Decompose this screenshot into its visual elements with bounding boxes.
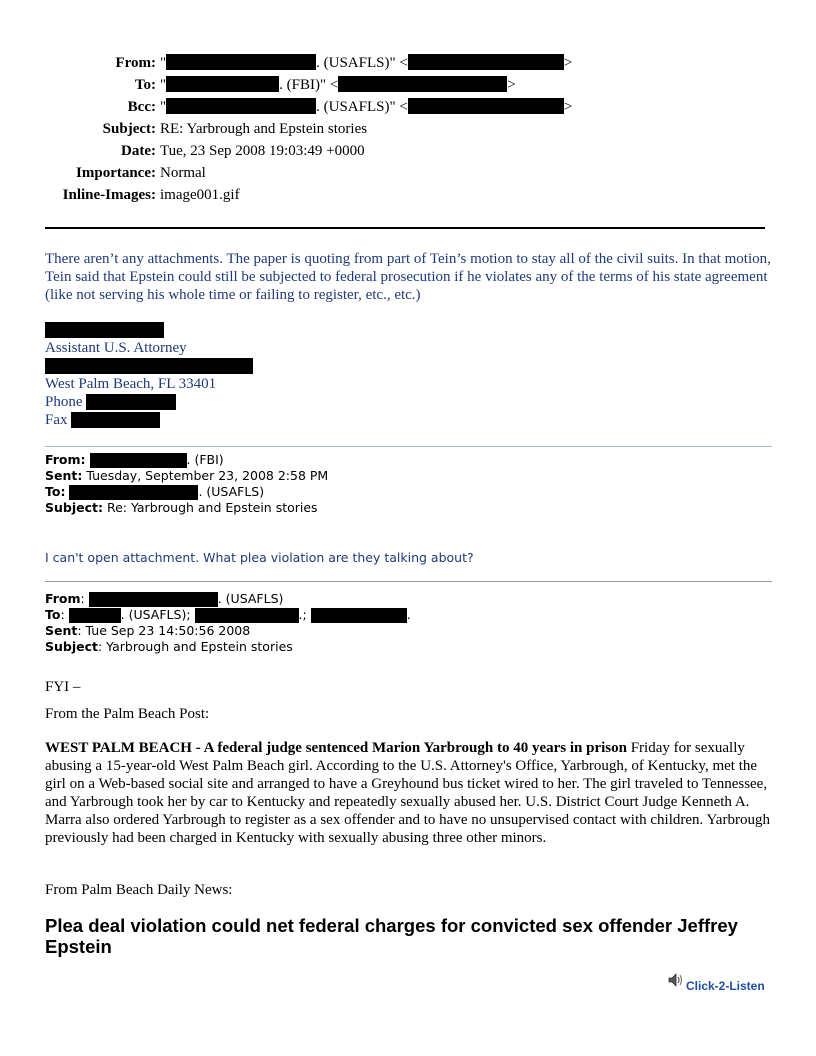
header-inline-images-value: image001.gif <box>160 187 240 203</box>
header-importance-label: Importance: <box>76 165 156 181</box>
article-headline: Plea deal violation could net federal charges for convicted sex offender Jeffrey Epstein <box>45 915 738 957</box>
message-divider <box>45 581 772 582</box>
header-divider <box>45 227 765 229</box>
header-inline-images-label: Inline-Images: <box>62 187 156 203</box>
article-lead: WEST PALM BEACH - A federal judge sentenced Marion Yarbrough to 40 years in prison <box>45 740 627 756</box>
fyi-text: FYI – <box>45 679 81 695</box>
header-subject-value: RE: Yarbrough and Epstein stories <box>160 121 368 137</box>
reply-body: There aren’t any attachments. The paper is quoting from part of Tein’s motion to stay all of the civil suits. In that motion, Tein said that Epstein could still be subjected to federal prosecution if he violates any of the terms of his state agreement (like not serving his whole time or failing to register, etc., etc.) <box>45 251 771 303</box>
redaction <box>408 54 564 70</box>
article-yarbrough <box>45 739 775 847</box>
redaction <box>166 98 316 114</box>
header-to-label: To: <box>134 77 156 93</box>
email-header <box>44 52 572 206</box>
signature-block <box>45 321 253 429</box>
header-date-label: Date: <box>121 143 156 159</box>
redaction <box>45 358 253 374</box>
header-from-row <box>44 52 572 74</box>
redaction <box>69 608 121 623</box>
header-from-value: " . (USAFLS)" < > <box>160 55 573 71</box>
signature-fax: Fax <box>45 411 253 429</box>
signature-city: West Palm Beach, FL 33401 <box>45 376 217 392</box>
redaction <box>89 592 218 607</box>
header-date-value: Tue, 23 Sep 2008 19:03:49 +0000 <box>160 143 365 159</box>
header-importance-value: Normal <box>160 165 206 181</box>
click-2-listen-label[interactable]: Click-2-Listen <box>686 979 765 993</box>
original-message-header: From : . (USAFLS) To : . (USAFLS); .; . Sent : Tue Sep 23 14:50:56 2008 Subject : Yarbrough and Epstein stories <box>45 591 411 654</box>
fbi-message-body: I can't open attachment. What plea violation are they talking about? <box>45 550 474 565</box>
redaction <box>166 76 279 92</box>
article-body: Friday for sexually abusing a 15-year-old West Palm Beach girl. According to the U.S. Attorney's Office, Yarbrough, of Kentucky, met the girl on a Web-based social site and arranged to have a Greyhound bus ticket wired to her. The girl traveled to Tennessee, and Yarbrough took her by car to Kentucky and repeatedly sexually abused her. U.S. District Court Judge Kenneth A. Marra also ordered Yarbrough to register as a sex offender and to have no unsupervised contact with children. Yarbrough previously had been charged in Kentucky with sexually abusing three other minors. <box>45 740 770 846</box>
header-to-value: " . (FBI)" < > <box>160 77 516 93</box>
redaction <box>195 608 299 623</box>
header-inline-images-row <box>44 184 572 206</box>
click-2-listen-link[interactable] <box>668 972 765 993</box>
message-divider <box>45 446 772 447</box>
redaction <box>71 412 160 428</box>
fbi-message-header: From: . (FBI) Sent: Tuesday, September 23, 2008 2:58 PM To: . (USAFLS) Subject: Re: Yarbrough and Epstein stories <box>45 452 329 515</box>
speaker-icon <box>668 972 684 993</box>
redaction <box>311 608 407 623</box>
header-bcc-row <box>44 96 572 118</box>
header-subject-label: Subject: <box>102 121 156 137</box>
redaction <box>90 453 187 468</box>
redaction <box>408 98 564 114</box>
header-subject-row <box>44 118 572 140</box>
header-bcc-label: Bcc: <box>127 99 156 115</box>
signature-title: Assistant U.S. Attorney <box>45 340 187 356</box>
redaction <box>338 76 507 92</box>
signature-phone: Phone <box>45 393 253 411</box>
redaction <box>45 322 164 338</box>
redaction <box>166 54 316 70</box>
redaction <box>86 394 176 410</box>
header-bcc-value: " . (USAFLS)" < > <box>160 99 573 115</box>
header-importance-row <box>44 162 572 184</box>
header-to-row <box>44 74 572 96</box>
source-palm-beach-post: From the Palm Beach Post: <box>45 706 210 722</box>
source-palm-beach-daily-news: From Palm Beach Daily News: <box>45 882 233 898</box>
header-date-row <box>44 140 572 162</box>
header-from-label: From: <box>115 55 156 71</box>
redaction <box>69 485 198 500</box>
